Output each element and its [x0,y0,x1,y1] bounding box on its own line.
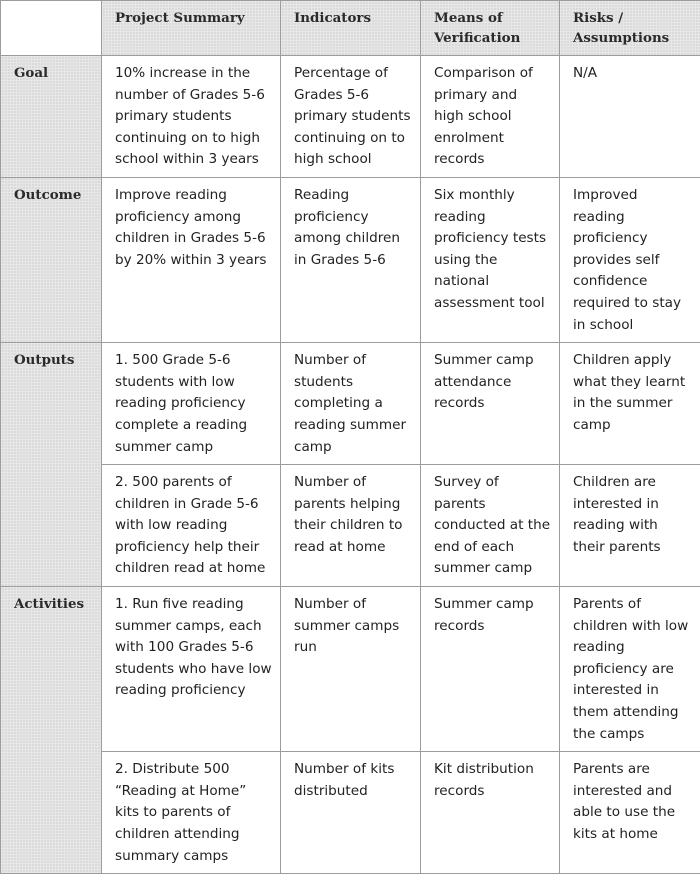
table-row-goal [1,56,700,178]
table-row-outcome [1,177,700,342]
cell-means-of-verification: Six monthly reading proficiency tests using the national assessment tool [421,177,560,342]
header-indicators: Indicators [281,1,421,56]
row-label-goal: Goal [1,56,102,178]
cell-indicators: Number of parents helping their children to read at home [281,465,421,587]
table-row-activities-2 [1,752,700,874]
cell-means-of-verification: Comparison of primary and high school enrolment records [421,56,560,178]
cell-risks-assumptions: Parents are interested and able to use the kits at home [560,752,700,874]
header-risks-assumptions: Risks / Assumptions [560,1,700,56]
header-means-of-verification: Means of Verification [421,1,560,56]
cell-project-summary: Improve reading proficiency among children in Grades 5-6 by 20% within 3 years [102,177,281,342]
corner-cell [1,1,102,56]
cell-means-of-verification: Survey of parents conducted at the end of each summer camp [421,465,560,587]
cell-project-summary: 2. 500 parents of children in Grade 5-6 with low reading proficiency help their children read at home [102,465,281,587]
cell-indicators: Reading proficiency among children in Grades 5-6 [281,177,421,342]
cell-project-summary: 10% increase in the number of Grades 5-6 primary students continuing on to high school within 3 years [102,56,281,178]
cell-risks-assumptions: Parents of children with low reading proficiency are interested in them attending the camps [560,587,700,752]
cell-project-summary: 1. 500 Grade 5-6 students with low reading proficiency complete a reading summer camp [102,343,281,465]
row-label-outcome: Outcome [1,177,102,342]
cell-risks-assumptions: Children are interested in reading with their parents [560,465,700,587]
row-label-activities: Activities [1,587,102,874]
cell-indicators: Number of summer camps run [281,587,421,752]
header-row [1,1,700,56]
table-row-outputs-2 [1,465,700,587]
cell-risks-assumptions: N/A [560,56,700,178]
cell-indicators: Number of kits distributed [281,752,421,874]
cell-risks-assumptions: Children apply what they learnt in the summer camp [560,343,700,465]
cell-means-of-verification: Kit distribution records [421,752,560,874]
table-row-outputs-1 [1,343,700,465]
cell-project-summary: 2. Distribute 500 “Reading at Home” kits to parents of children attending summary camps [102,752,281,874]
cell-indicators: Percentage of Grades 5-6 primary students continuing on to high school [281,56,421,178]
header-project-summary: Project Summary [102,1,281,56]
cell-project-summary: 1. Run five reading summer camps, each with 100 Grades 5-6 students who have low reading proficiency [102,587,281,752]
cell-indicators: Number of students completing a reading summer camp [281,343,421,465]
cell-means-of-verification: Summer camp records [421,587,560,752]
table-row-activities-1 [1,587,700,752]
cell-means-of-verification: Summer camp attendance records [421,343,560,465]
cell-risks-assumptions: Improved reading proficiency provides self confidence required to stay in school [560,177,700,342]
row-label-outputs: Outputs [1,343,102,587]
